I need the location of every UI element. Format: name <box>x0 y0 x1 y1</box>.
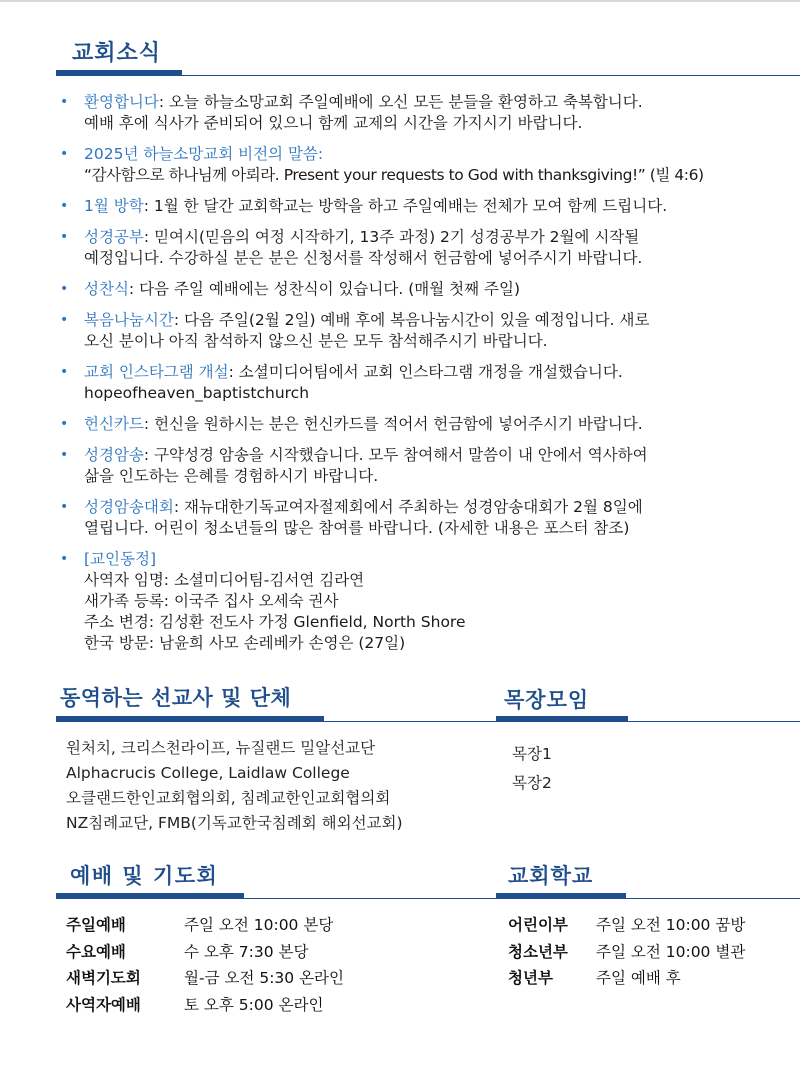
instagram-handle: hopeofheaven_baptistchurch <box>84 384 310 402</box>
news-text: 오늘 하늘소망교회 주일예배에 오신 모든 분들을 환영하고 축복합니다. <box>169 93 643 111</box>
news-text: 예정입니다. 수강하실 분은 분은 신청서를 작성해서 헌금함에 넣어주시기 바랍니다. <box>84 249 643 267</box>
news-item <box>60 227 780 269</box>
news-text: 1월 한 달간 교회학교는 방학을 하고 주일예배는 전체가 모여 함께 드립니다. <box>153 197 668 215</box>
school-name: 청년부 <box>508 969 553 987</box>
worship-time: 토 오후 5:00 온라인 <box>184 995 324 1014</box>
mission-list <box>66 736 403 836</box>
news-separator: : <box>173 498 184 516</box>
news-item <box>60 310 780 352</box>
news-text: 구약성경 암송을 시작했습니다. 모두 참여해서 말씀이 내 안에서 역사하여 <box>154 446 648 464</box>
bullet-icon: • <box>60 146 69 162</box>
news-keyword: 성찬식 <box>84 280 129 298</box>
news-keyword: 교회 인스타그램 개설 <box>84 363 229 381</box>
news-text: 다음 주일(2월 2일) 예배 후에 복음나눔시간이 있을 예정입니다. 새로 <box>184 311 650 329</box>
news-keyword: 환영합니다 <box>84 93 159 111</box>
news-keyword: 성경공부 <box>84 228 144 246</box>
news-item <box>60 196 780 217</box>
school-time: 주일 예배 후 <box>596 969 681 987</box>
member-news-line: 사역자 임명: 소셜미디어팀-김서연 김라연 <box>84 571 365 589</box>
school-time: 주일 오전 10:00 별관 <box>596 942 746 961</box>
news-item <box>60 144 780 186</box>
bullet-icon: • <box>60 499 69 515</box>
worship-schedule <box>66 912 344 1018</box>
news-text: 다음 주일 예배에는 성찬식이 있습니다. (매월 첫째 주일) <box>139 280 520 298</box>
school-section-title: 교회학교 <box>508 864 594 888</box>
news-separator: : <box>143 197 154 215</box>
worship-title-accent <box>56 893 244 899</box>
news-keyword: 2025년 하늘소망교회 비전의 말씀 <box>84 145 318 163</box>
mission-item: NZ침례교단, FMB(기독교한국침례회 해외선교회) <box>66 814 403 832</box>
news-separator: : <box>143 415 155 433</box>
worship-time: 주일 오전 10:00 본당 <box>184 916 334 934</box>
school-row <box>508 939 745 966</box>
bullet-icon: • <box>60 312 69 328</box>
bullet-icon: • <box>60 364 69 380</box>
mokjang-item: 목장1 <box>512 745 552 763</box>
school-name: 청소년부 <box>508 942 568 961</box>
news-keyword: 성경암송 <box>84 446 144 464</box>
mission-section-title: 동역하는 선교사 및 단체 <box>60 686 292 710</box>
mokjang-list <box>512 740 552 798</box>
news-separator: : <box>228 363 239 381</box>
worship-row <box>66 939 344 966</box>
worship-time: 수 오후 7:30 본당 <box>184 942 309 961</box>
school-title-accent <box>496 893 626 899</box>
member-news-line: 주소 변경: 김성환 전도사 가정 Glenfield, North Shore <box>84 613 466 631</box>
mission-item: Alphacrucis College, Laidlaw College <box>66 764 350 782</box>
school-time: 주일 오전 10:00 꿈방 <box>596 916 746 934</box>
news-keyword: 성경암송대회 <box>84 498 174 516</box>
school-name: 어린이부 <box>508 916 568 934</box>
bullet-icon: • <box>60 447 69 463</box>
worship-time: 월-금 오전 5:30 온라인 <box>184 969 344 987</box>
news-title-accent <box>56 70 182 76</box>
mission-title-accent <box>56 716 324 722</box>
mission-item: 원처치, 크리스천라이프, 뉴질랜드 밀알선교단 <box>66 739 376 757</box>
news-item <box>60 279 780 300</box>
news-text: 오신 분이나 아직 참석하지 않으신 분은 모두 참석해주시기 바랍니다. <box>84 332 548 350</box>
bullet-icon: • <box>60 551 69 567</box>
news-separator: : <box>158 93 170 111</box>
worship-row <box>66 912 344 939</box>
news-keyword: 복음나눔시간 <box>84 311 174 329</box>
bullet-icon: • <box>60 229 69 245</box>
news-text: 예배 후에 식사가 준비되어 있으니 함께 교제의 시간을 가지시기 바랍니다. <box>84 114 583 132</box>
news-keyword: 헌신카드 <box>84 415 144 433</box>
bullet-icon: • <box>60 94 69 110</box>
school-schedule <box>508 912 745 992</box>
news-separator: : <box>143 228 155 246</box>
news-item <box>60 445 780 487</box>
mission-item: 오클랜드한인교회협의회, 침례교한인교회협의회 <box>66 789 391 807</box>
worship-name: 새벽기도회 <box>66 969 141 987</box>
bullet-icon: • <box>60 416 69 432</box>
news-separator: : <box>173 311 184 329</box>
worship-name: 사역자예배 <box>66 995 141 1014</box>
news-item <box>60 497 780 539</box>
worship-name: 수요예배 <box>66 942 126 961</box>
news-keyword: 1월 방학 <box>84 197 144 215</box>
news-item <box>60 362 780 404</box>
news-item <box>60 414 780 435</box>
bullet-icon: • <box>60 281 69 297</box>
news-text: 믿여시(믿음의 여정 시작하기, 13주 과정) 2기 성경공부가 2월에 시작될 <box>154 228 640 246</box>
worship-row <box>66 965 344 992</box>
news-keyword: [교인동정] <box>84 550 156 568</box>
member-news-line: 한국 방문: 남윤희 사모 손레베카 손영은 (27일) <box>84 634 406 652</box>
news-list <box>60 92 780 664</box>
worship-row <box>66 992 344 1019</box>
mokjang-section-title: 목장모임 <box>504 688 590 712</box>
news-text: 헌신을 원하시는 분은 헌신카드를 적어서 헌금함에 넣어주시기 바랍니다. <box>154 415 643 433</box>
news-separator: : <box>317 145 324 163</box>
news-text: 재뉴대한기독교여자절제회에서 주최하는 성경암송대회가 2월 8일에 <box>184 498 643 516</box>
bullet-icon: • <box>60 198 69 214</box>
worship-name: 주일예배 <box>66 916 126 934</box>
news-separator: : <box>128 280 140 298</box>
news-text: 열립니다. 어린이 청소년들의 많은 참여를 바랍니다. (자세한 내용은 포스터 참조) <box>84 519 630 537</box>
news-text: 소셜미디어팀에서 교회 인스타그램 개정을 개설했습니다. <box>238 363 623 381</box>
top-border <box>0 0 800 2</box>
news-text: “감사함으로 하나님께 아뢰라. Present your requests to God with thanksgiving!” (빌 4:6) <box>84 166 704 184</box>
news-separator: : <box>143 446 155 464</box>
school-row <box>508 965 745 992</box>
news-text: 삶을 인도하는 은혜를 경험하시기 바랍니다. <box>84 467 379 485</box>
mokjang-title-accent <box>496 716 628 722</box>
worship-section-title: 예배 및 기도회 <box>70 864 219 888</box>
school-row <box>508 912 745 939</box>
news-item <box>60 549 780 654</box>
member-news-line: 새가족 등록: 이국주 집사 오세숙 권사 <box>84 592 339 610</box>
mokjang-item: 목장2 <box>512 774 552 792</box>
news-section-title: 교회소식 <box>72 41 162 66</box>
news-item <box>60 92 780 134</box>
